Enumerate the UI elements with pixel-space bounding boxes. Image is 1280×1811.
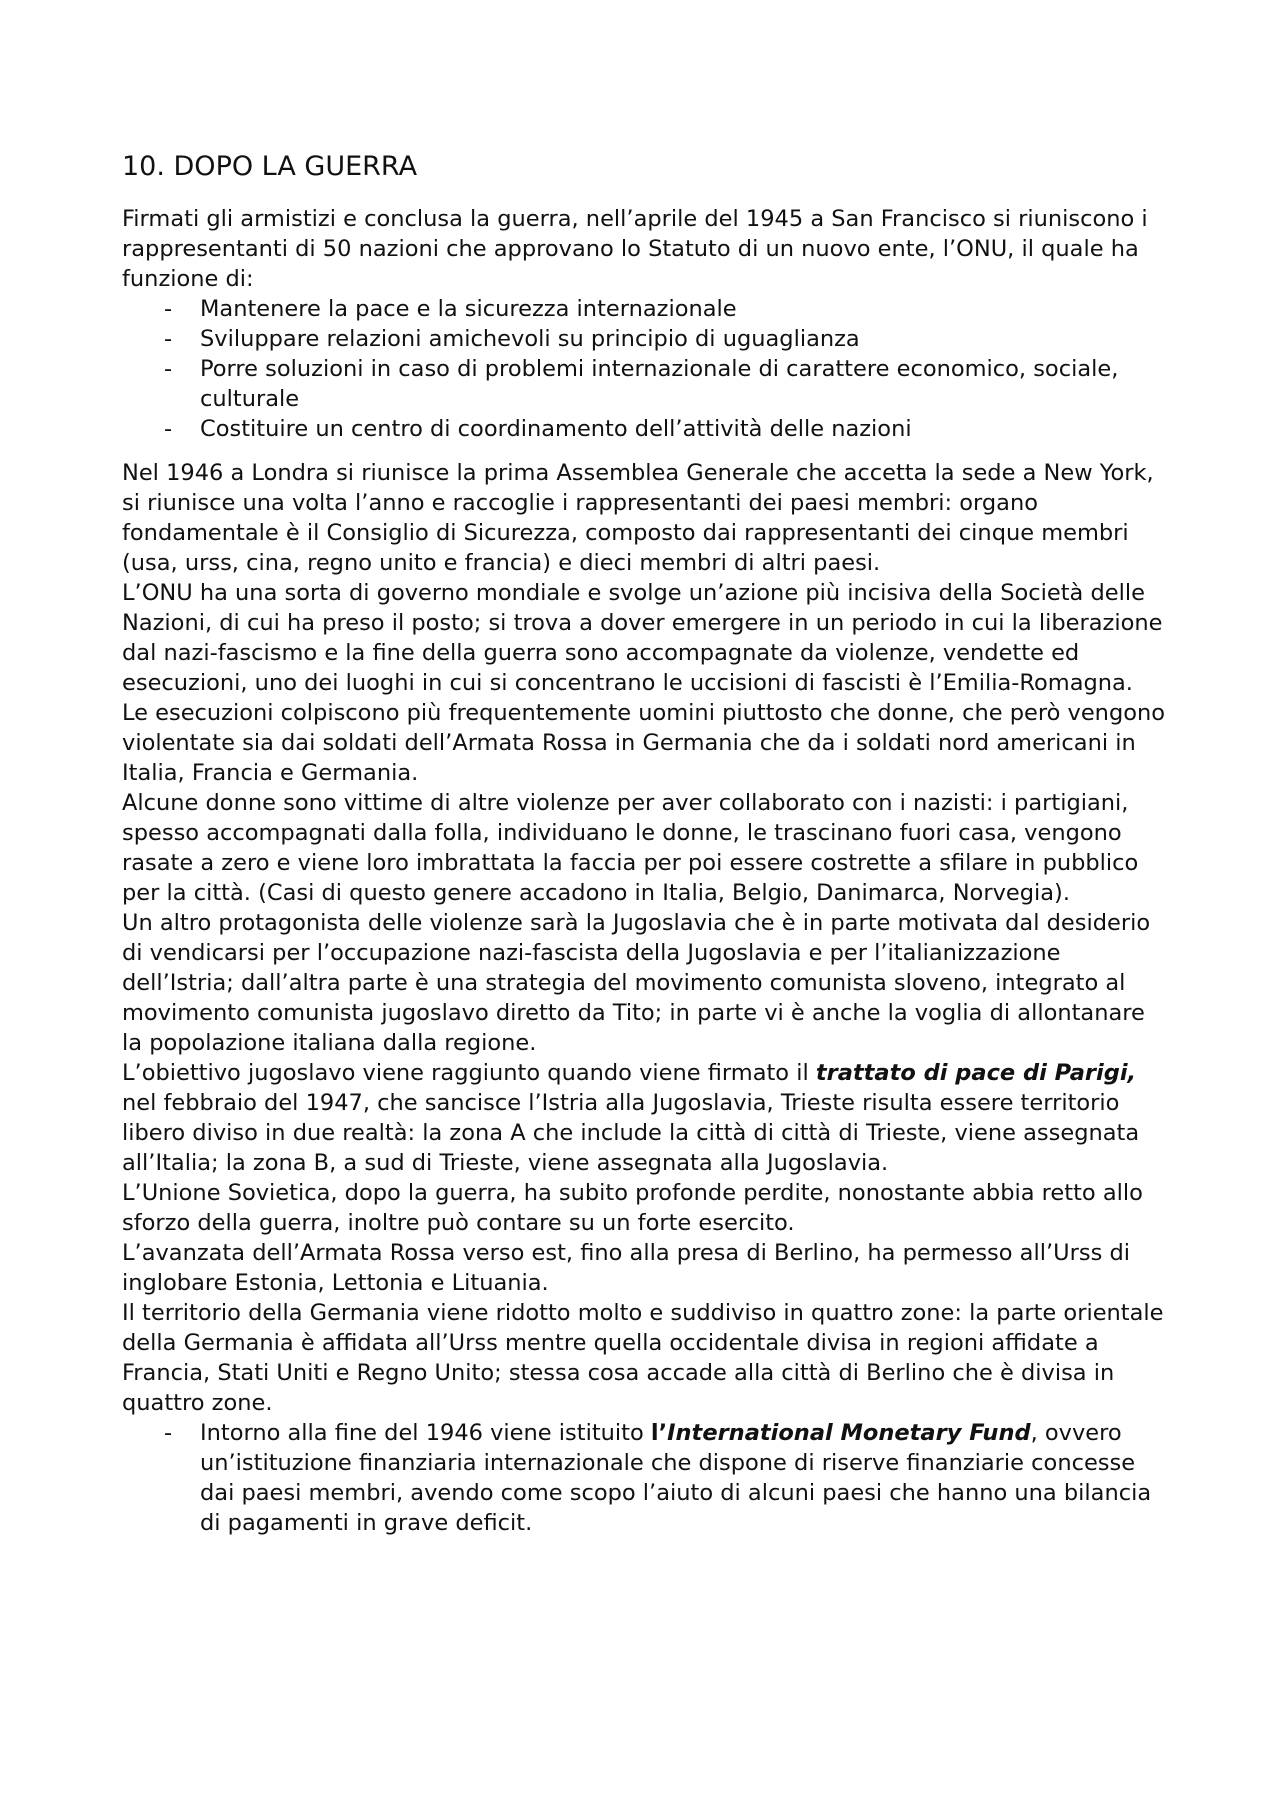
list-item: - Costituire un centro di coordinamento dell’attività delle nazioni (164, 416, 912, 442)
assembly-paragraph: Nel 1946 a Londra si riunisce la prima Assemblea Generale che accetta la sede a New York, si riunisce una volta l’anno e raccoglie i rappresentanti dei paesi membri: organo fondamentale è il Consiglio di Sicurezza, composto dai rappresentanti dei cinque membri (usa, urss, cina, regno unito e francia) e dieci membri di altri paesi. (122, 460, 1154, 576)
women-violence-paragraph: Alcune donne sono vittime di altre violenze per aver collaborato con i nazisti: i partigiani, spesso accompagnati dalla folla, individuano le donne, le trascinano fuori casa, vengono rasate a zero e viene loro imbrattata la faccia per poi essere costrette a sfilare in pubblico per la città. (Casi di questo genere accadono in Italia, Belgio, Danimarca, Norvegia). (122, 790, 1139, 906)
imf-name: International Monetary Fund (667, 1420, 1031, 1446)
dash-bullet: - (164, 326, 173, 352)
treaty-name: trattato di pace di Parigi, (815, 1060, 1137, 1086)
list-item: - Intorno alla fine del 1946 viene istituito l’International Monetary Fund, ovvero un’istituzione finanziaria internazionale che dispone di riserve finanziarie concesse dai paesi membri, avendo come scopo l’aiuto di alcuni paesi che hanno una bilancia di pagamenti in grave deficit. (164, 1420, 1152, 1536)
document-page (122, 150, 1172, 1538)
red-army-paragraph: L’avanzata dell’Armata Rossa verso est, fino alla presa di Berlino, ha permesso all’Urss di inglobare Estonia, Lettonia e Lituania. (122, 1240, 1130, 1296)
onu-functions-list (122, 294, 1172, 444)
list-item: - Porre soluzioni in caso di problemi internazionale di carattere economico, sociale, culturale (164, 356, 1119, 412)
onu-role-paragraph: L’ONU ha una sorta di governo mondiale e svolge un’azione più incisiva della Società delle Nazioni, di cui ha preso il posto; si trova a dover emergere in un periodo in cui la liberazione dal nazi-fascismo e la fine della guerra sono accompagnate da violenze, vendette ed esecuzioni, uno dei luoghi in cui si concentrano le uccisioni di fascisti è l’Emilia-Romagna. (122, 580, 1163, 696)
executions-paragraph: Le esecuzioni colpiscono più frequentemente uomini piuttosto che donne, che però vengono violentate sia dai soldati dell’Armata Rossa in Germania che da i soldati nord americani in Italia, Francia e Germania. (122, 700, 1166, 786)
treaty-paragraph: L’obiettivo jugoslavo viene raggiunto quando viene firmato il trattato di pace di Parigi, nel febbraio del 1947, che sancisce l’Istria alla Jugoslavia, Trieste risulta essere territorio libero diviso in due realtà: la zona A che include la città di città di Trieste, viene assegnata all’Italia; la zona B, a sud di Trieste, viene assegnata alla Jugoslavia. (122, 1060, 1140, 1176)
jugoslavia-paragraph: Un altro protagonista delle violenze sarà la Jugoslavia che è in parte motivata dal desiderio di vendicarsi per l’occupazione nazi-fascista della Jugoslavia e per l’italianizzazione dell’Istria; dall’altra parte è una strategia del movimento comunista sloveno, integrato al movimento comunista jugoslavo diretto da Tito; in parte vi è anche la voglia di allontanare la popolazione italiana dalla regione. (122, 910, 1151, 1056)
list-item: - Mantenere la pace e la sicurezza internazionale (164, 296, 737, 322)
dash-bullet: - (164, 416, 173, 442)
intro-paragraph: Firmati gli armistizi e conclusa la guerra, nell’aprile del 1945 a San Francisco si riuniscono i rappresentanti di 50 nazioni che approvano lo Statuto di un nuovo ente, l’ONU, il quale ha funzione di: (122, 206, 1148, 292)
dash-bullet: - (164, 356, 173, 382)
dash-bullet: - (164, 296, 173, 322)
germany-paragraph: Il territorio della Germania viene ridotto molto e suddiviso in quattro zone: la parte orientale della Germania è affidata all’Urss mentre quella occidentale divisa in regioni affidate a Francia, Stati Uniti e Regno Unito; stessa cosa accade alla città di Berlino che è divisa in quattro zone. (122, 1300, 1164, 1416)
page-title: 10. DOPO LA GUERRA (122, 151, 418, 182)
imf-list (122, 1418, 1172, 1538)
dash-bullet: - (164, 1420, 173, 1446)
list-item: - Sviluppare relazioni amichevoli su principio di uguaglianza (164, 326, 860, 352)
ussr-paragraph: L’Unione Sovietica, dopo la guerra, ha subito profonde perdite, nonostante abbia retto allo sforzo della guerra, inoltre può contare su un forte esercito. (122, 1180, 1143, 1236)
